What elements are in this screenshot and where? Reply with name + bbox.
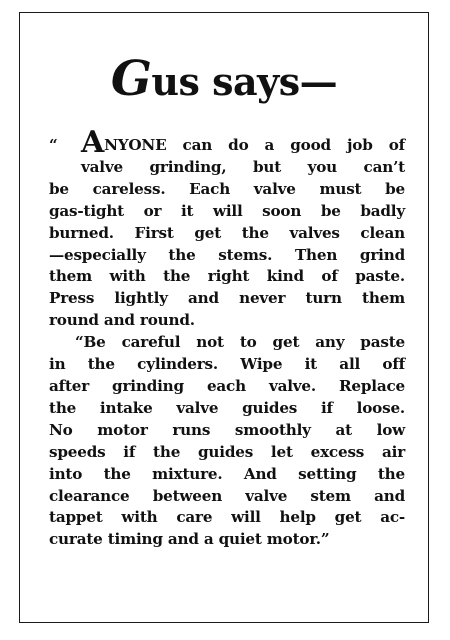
paragraph-1-line: valve grinding, but you can’t (81, 157, 405, 176)
paragraph-2-line: the intake valve guides if loose. (49, 398, 405, 417)
headline-rest: us says— (151, 59, 338, 104)
first-line-text: NYONE can do a good job of (104, 136, 405, 154)
open-quote: “ (49, 136, 58, 154)
paragraph-2-line: No motor runs smoothly at low (49, 420, 405, 439)
paragraph-1-first-line (49, 125, 405, 160)
paragraph-1-line: them with the right kind of paste. (49, 267, 405, 286)
drop-cap: A (81, 125, 105, 160)
paragraph-1-line: Press lightly and never turn them (49, 289, 405, 308)
headline-initial: G (110, 51, 152, 107)
paragraph-1-line: be careless. Each valve must be (49, 179, 405, 198)
paragraph-2-line: in the cylinders. Wipe it all off (49, 355, 405, 374)
article-frame (19, 12, 429, 623)
article-body (49, 125, 405, 551)
paragraph-2-line: “Be careful not to get any paste (75, 333, 405, 352)
paragraph-2-line: clearance between valve stem and (49, 486, 405, 505)
paragraph-2-line: after grinding each valve. Replace (49, 376, 405, 395)
paragraph-1-line: burned. First get the valves clean (49, 223, 405, 242)
paragraph-2-line: speeds if the guides let excess air (49, 442, 405, 461)
paragraph-2-line: into the mixture. And setting the (49, 464, 405, 483)
headline (20, 51, 428, 107)
paragraph-1-line: —especially the stems. Then grind (49, 245, 405, 264)
paragraph-2-line: curate timing and a quiet motor.” (49, 530, 330, 549)
paragraph-1-line: round and round. (49, 311, 195, 330)
paragraph-1-line: gas-tight or it will soon be badly (49, 201, 405, 220)
paragraph-2-line: tappet with care will help get ac- (49, 508, 405, 527)
